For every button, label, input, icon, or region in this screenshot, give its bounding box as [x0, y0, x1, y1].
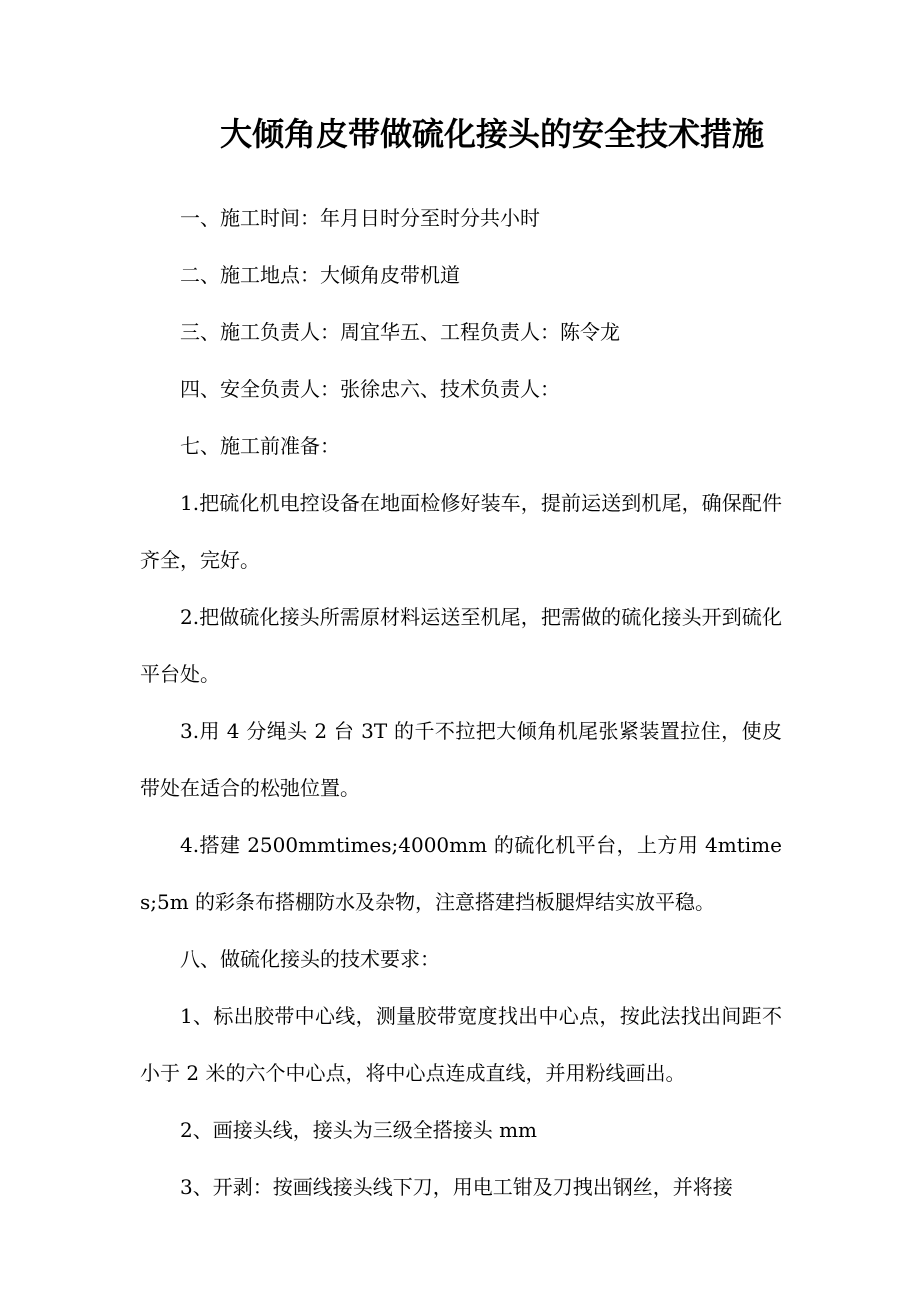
paragraph-preparation-1: 1.把硫化机电控设备在地面检修好装车，提前运送到机尾，确保配件齐全，完好。 [140, 491, 782, 572]
paragraph-technical-heading: 八、做硫化接头的技术要求： [180, 947, 440, 971]
document-body [140, 190, 782, 1216]
paragraph-preparation-3: 3.用 4 分绳头 2 台 3T 的千不拉把大倾角机尾张紧装置拉住，使皮带处在适合的松弛位置。 [140, 719, 782, 800]
paragraph-preparation-4: 4.搭建 2500mmtimes;4000mm 的硫化机平台，上方用 4mtimes;5m 的彩条布搭棚防水及杂物，注意搭建挡板腿焊结实放平稳。 [140, 833, 782, 914]
paragraph-technical-3: 3、开剥：按画线接头线下刀，用电工钳及刀拽出钢丝，并将接 [180, 1175, 733, 1199]
paragraph-safety-leader: 四、安全负责人：张徐忠六、技术负责人： [180, 377, 560, 401]
paragraph-technical-1: 1、标出胶带中心线，测量胶带宽度找出中心点，按此法找出间距不小于 2 米的六个中心点，将中心点连成直线，并用粉线画出。 [140, 1004, 782, 1085]
paragraph-construction-time: 一、施工时间：年月日时分至时分共小时 [180, 206, 540, 230]
paragraph-preparation-2: 2.把做硫化接头所需原材料运送至机尾，把需做的硫化接头开到硫化平台处。 [140, 605, 782, 686]
paragraph-construction-site: 二、施工地点：大倾角皮带机道 [180, 263, 460, 287]
paragraph-construction-leader: 三、施工负责人：周宜华五、工程负责人：陈令龙 [180, 320, 620, 344]
document-title: 大倾角皮带做硫化接头的安全技术措施 [219, 115, 764, 153]
paragraph-preparation-heading: 七、施工前准备： [180, 434, 340, 458]
paragraph-technical-2: 2、画接头线，接头为三级全搭接头 mm [180, 1118, 538, 1142]
